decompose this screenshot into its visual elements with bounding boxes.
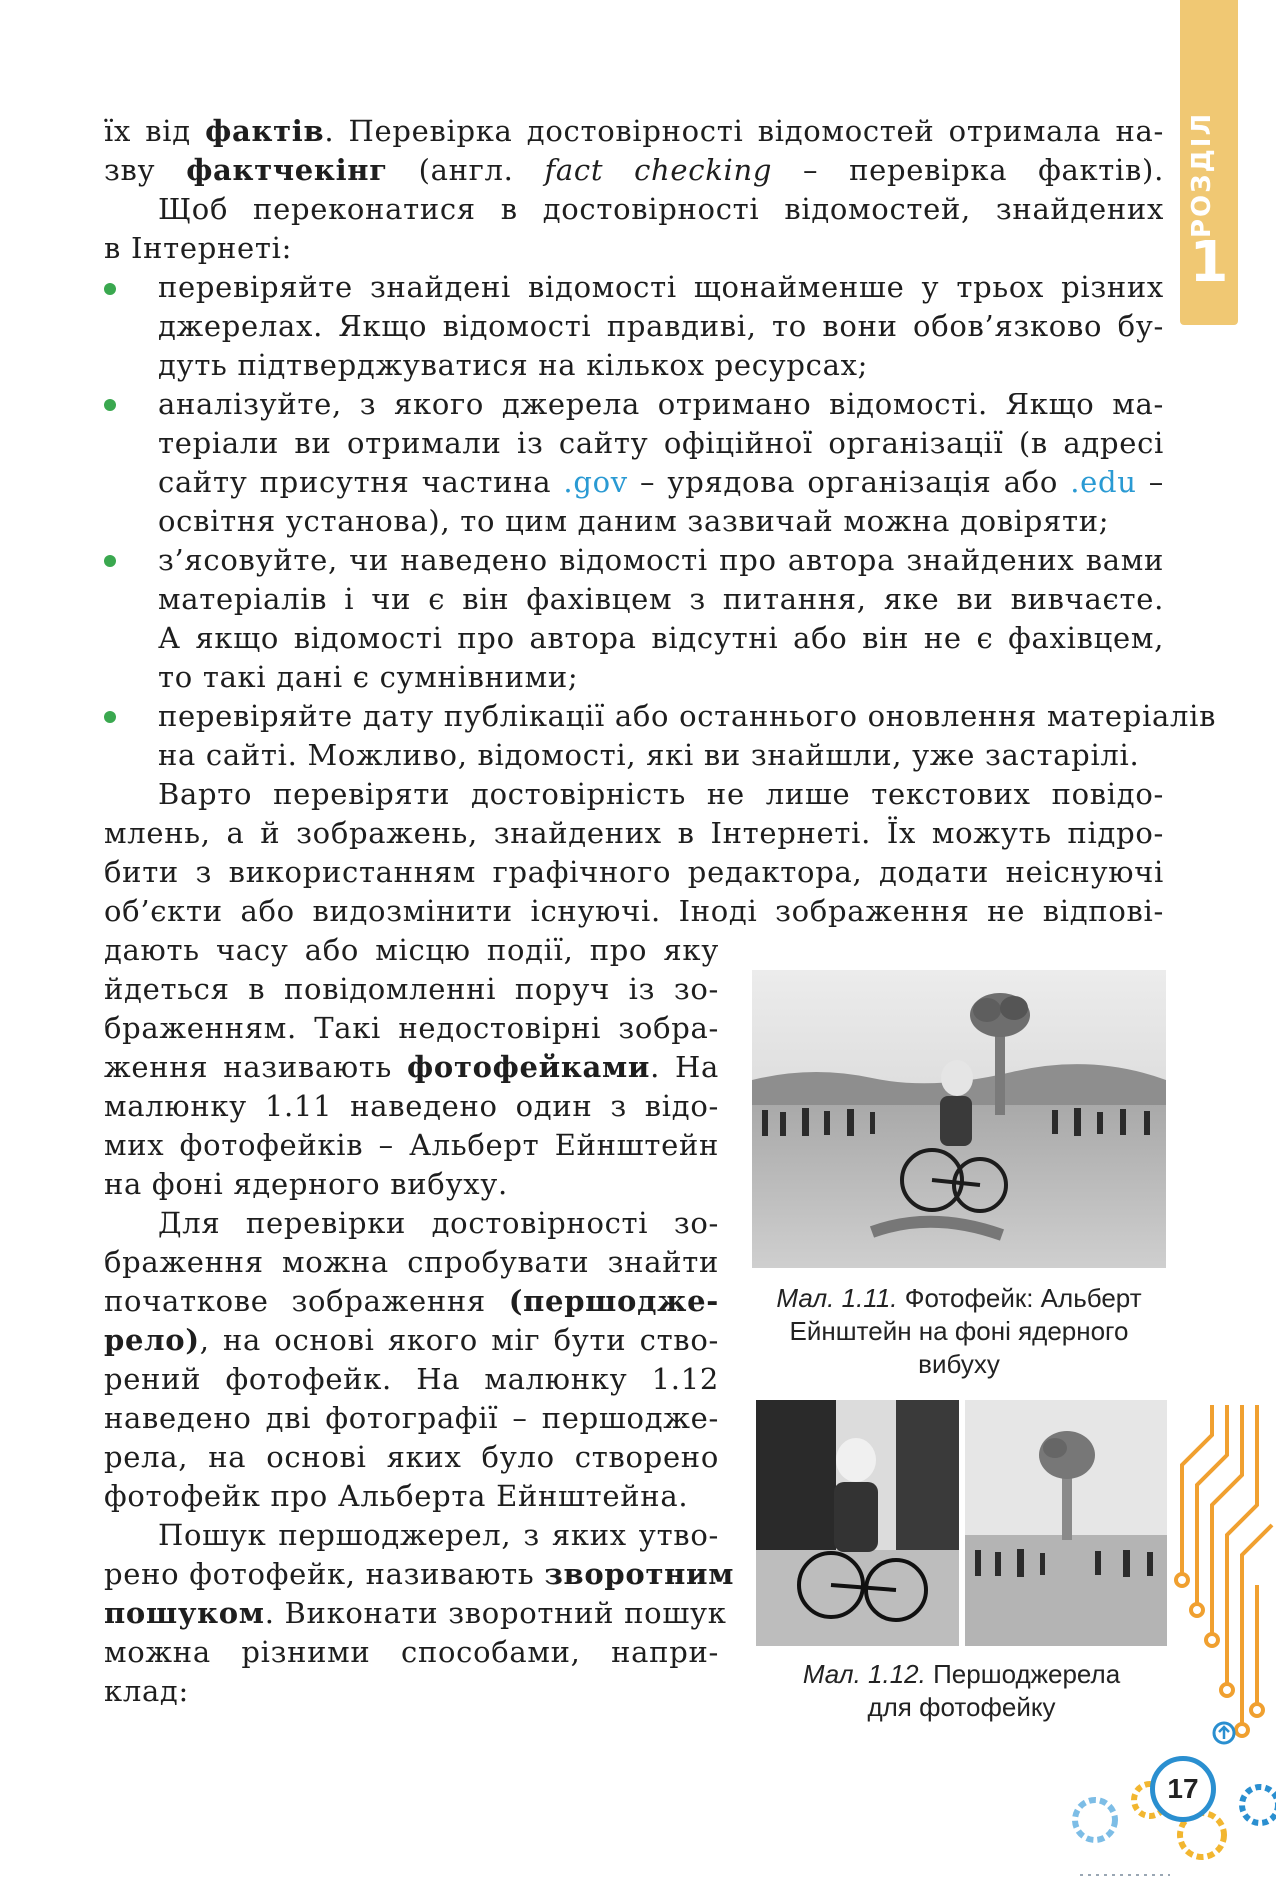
figure-caption: Мал. 1.11. Фотофейк: Альберт Ейнштейн на фоні ядерного вибуху [776,1283,1142,1379]
text-line: рено фотофейк, називають зворотним [104,1557,735,1591]
text-line: браження можна спробувати знайти [104,1245,719,1279]
list-item-line: на сайті. Можливо, відомості, які ви знайшли, уже застарілі. [158,738,1140,772]
list-item-line: з’ясовуйте, чи наведено відомості про автора знайдених вами [158,543,1164,577]
list-item-line: матеріалів і чи є він фахівцем з питання, яке ви вивчаєте. [158,582,1164,616]
list-item-line: джерелах. Якщо відомості правдиві, то вони обов’язково бу- [158,309,1164,343]
text-line: об’єкти або видозмінити існуючі. Іноді зображення не відпові- [104,894,1164,928]
list-item-line: перевіряйте знайдені відомості щонайменше у трьох різних [158,270,1164,304]
list-item-line: перевіряйте дату публікації або останнього оновлення матеріалів [158,699,1217,733]
text-line: Варто перевіряти достовірність не лише текстових повідо- [158,777,1164,811]
bullet-icon [104,711,116,723]
bullet-icon [104,399,116,411]
section-label: РОЗДІЛ [1187,111,1217,238]
text-line: млень, а й зображень, знайдених в Інтернеті. Їх можуть підро- [104,816,1164,850]
list-item-line: освітня установа), то цим даним зазвичай можна довіряти; [158,504,1110,538]
text-line: дають часу або місцю події, про яку [104,933,719,967]
text-line: мих фотофейків – Альберт Ейнштейн [104,1128,719,1162]
text-line: браженням. Такі недостовірні зобра- [104,1011,719,1045]
text-line: початкове зображення (першодже- [104,1284,719,1318]
text-line: фотофейк про Альберта Ейнштейна. [104,1479,689,1513]
list-item-line: дуть підтверджуватися на кількох ресурсах; [158,348,869,382]
page-number: 17 [1150,1756,1216,1822]
list-item-line: аналізуйте, з якого джерела отримано відомості. Якщо ма- [158,387,1164,421]
text-line: Пошук першоджерел, з яких утво- [158,1518,719,1552]
text-line: малюнку 1.11 наведено один з відо- [104,1089,719,1123]
photo-source-nuclear-explosion [965,1400,1167,1646]
section-number: 1 [1189,230,1229,295]
photo-fake-einstein [752,970,1166,1268]
text-line: рело), на основі якого міг бути ство- [104,1323,719,1357]
text-line: йдеться в повідомленні поруч із зо- [104,972,719,1006]
text-line: в Інтернеті: [104,231,293,265]
list-item-line: сайту присутня частина .gov – урядова організація або .edu – [158,465,1164,499]
text-line: клад: [104,1674,189,1708]
bullet-icon [104,283,116,295]
list-item-line: то такі дані є сумнівними; [158,660,579,694]
list-item-line: теріали ви отримали із сайту офіційної організації (в адресі [158,426,1164,460]
text-line: рела, на основі яких було створено [104,1440,719,1474]
text-line: їх від фактів. Перевірка достовірності відомостей отримала на- [104,114,1164,148]
text-line: на фоні ядерного вибуху. [104,1167,508,1201]
text-line: Для перевірки достовірності зо- [158,1206,719,1240]
text-line: зву фактчекінг (англ. fact checking – перевірка фактів). [104,153,1164,187]
photo-source-einstein-bicycle [756,1400,959,1646]
edu-domain: .edu [1070,465,1137,499]
text-line: пошуком. Виконати зворотний пошук [104,1596,727,1630]
list-item-line: А якщо відомості про автора відсутні або він не є фахівцем, [158,621,1164,655]
figure-caption: Мал. 1.12. Першоджерела для фотофейку [802,1659,1121,1722]
text-line: ження називають фотофейками. На [104,1050,719,1084]
bullet-icon [104,555,116,567]
text-line: можна різними способами, напри- [104,1635,719,1669]
gov-domain: .gov [563,465,628,499]
text-line: наведено дві фотографії – першодже- [104,1401,719,1435]
text-line: рений фотофейк. На малюнку 1.12 [104,1362,719,1396]
text-line: Щоб переконатися в достовірності відомостей, знайдених [158,192,1164,226]
text-line: бити з використанням графічного редактора, додати неіснуючі [104,855,1164,889]
